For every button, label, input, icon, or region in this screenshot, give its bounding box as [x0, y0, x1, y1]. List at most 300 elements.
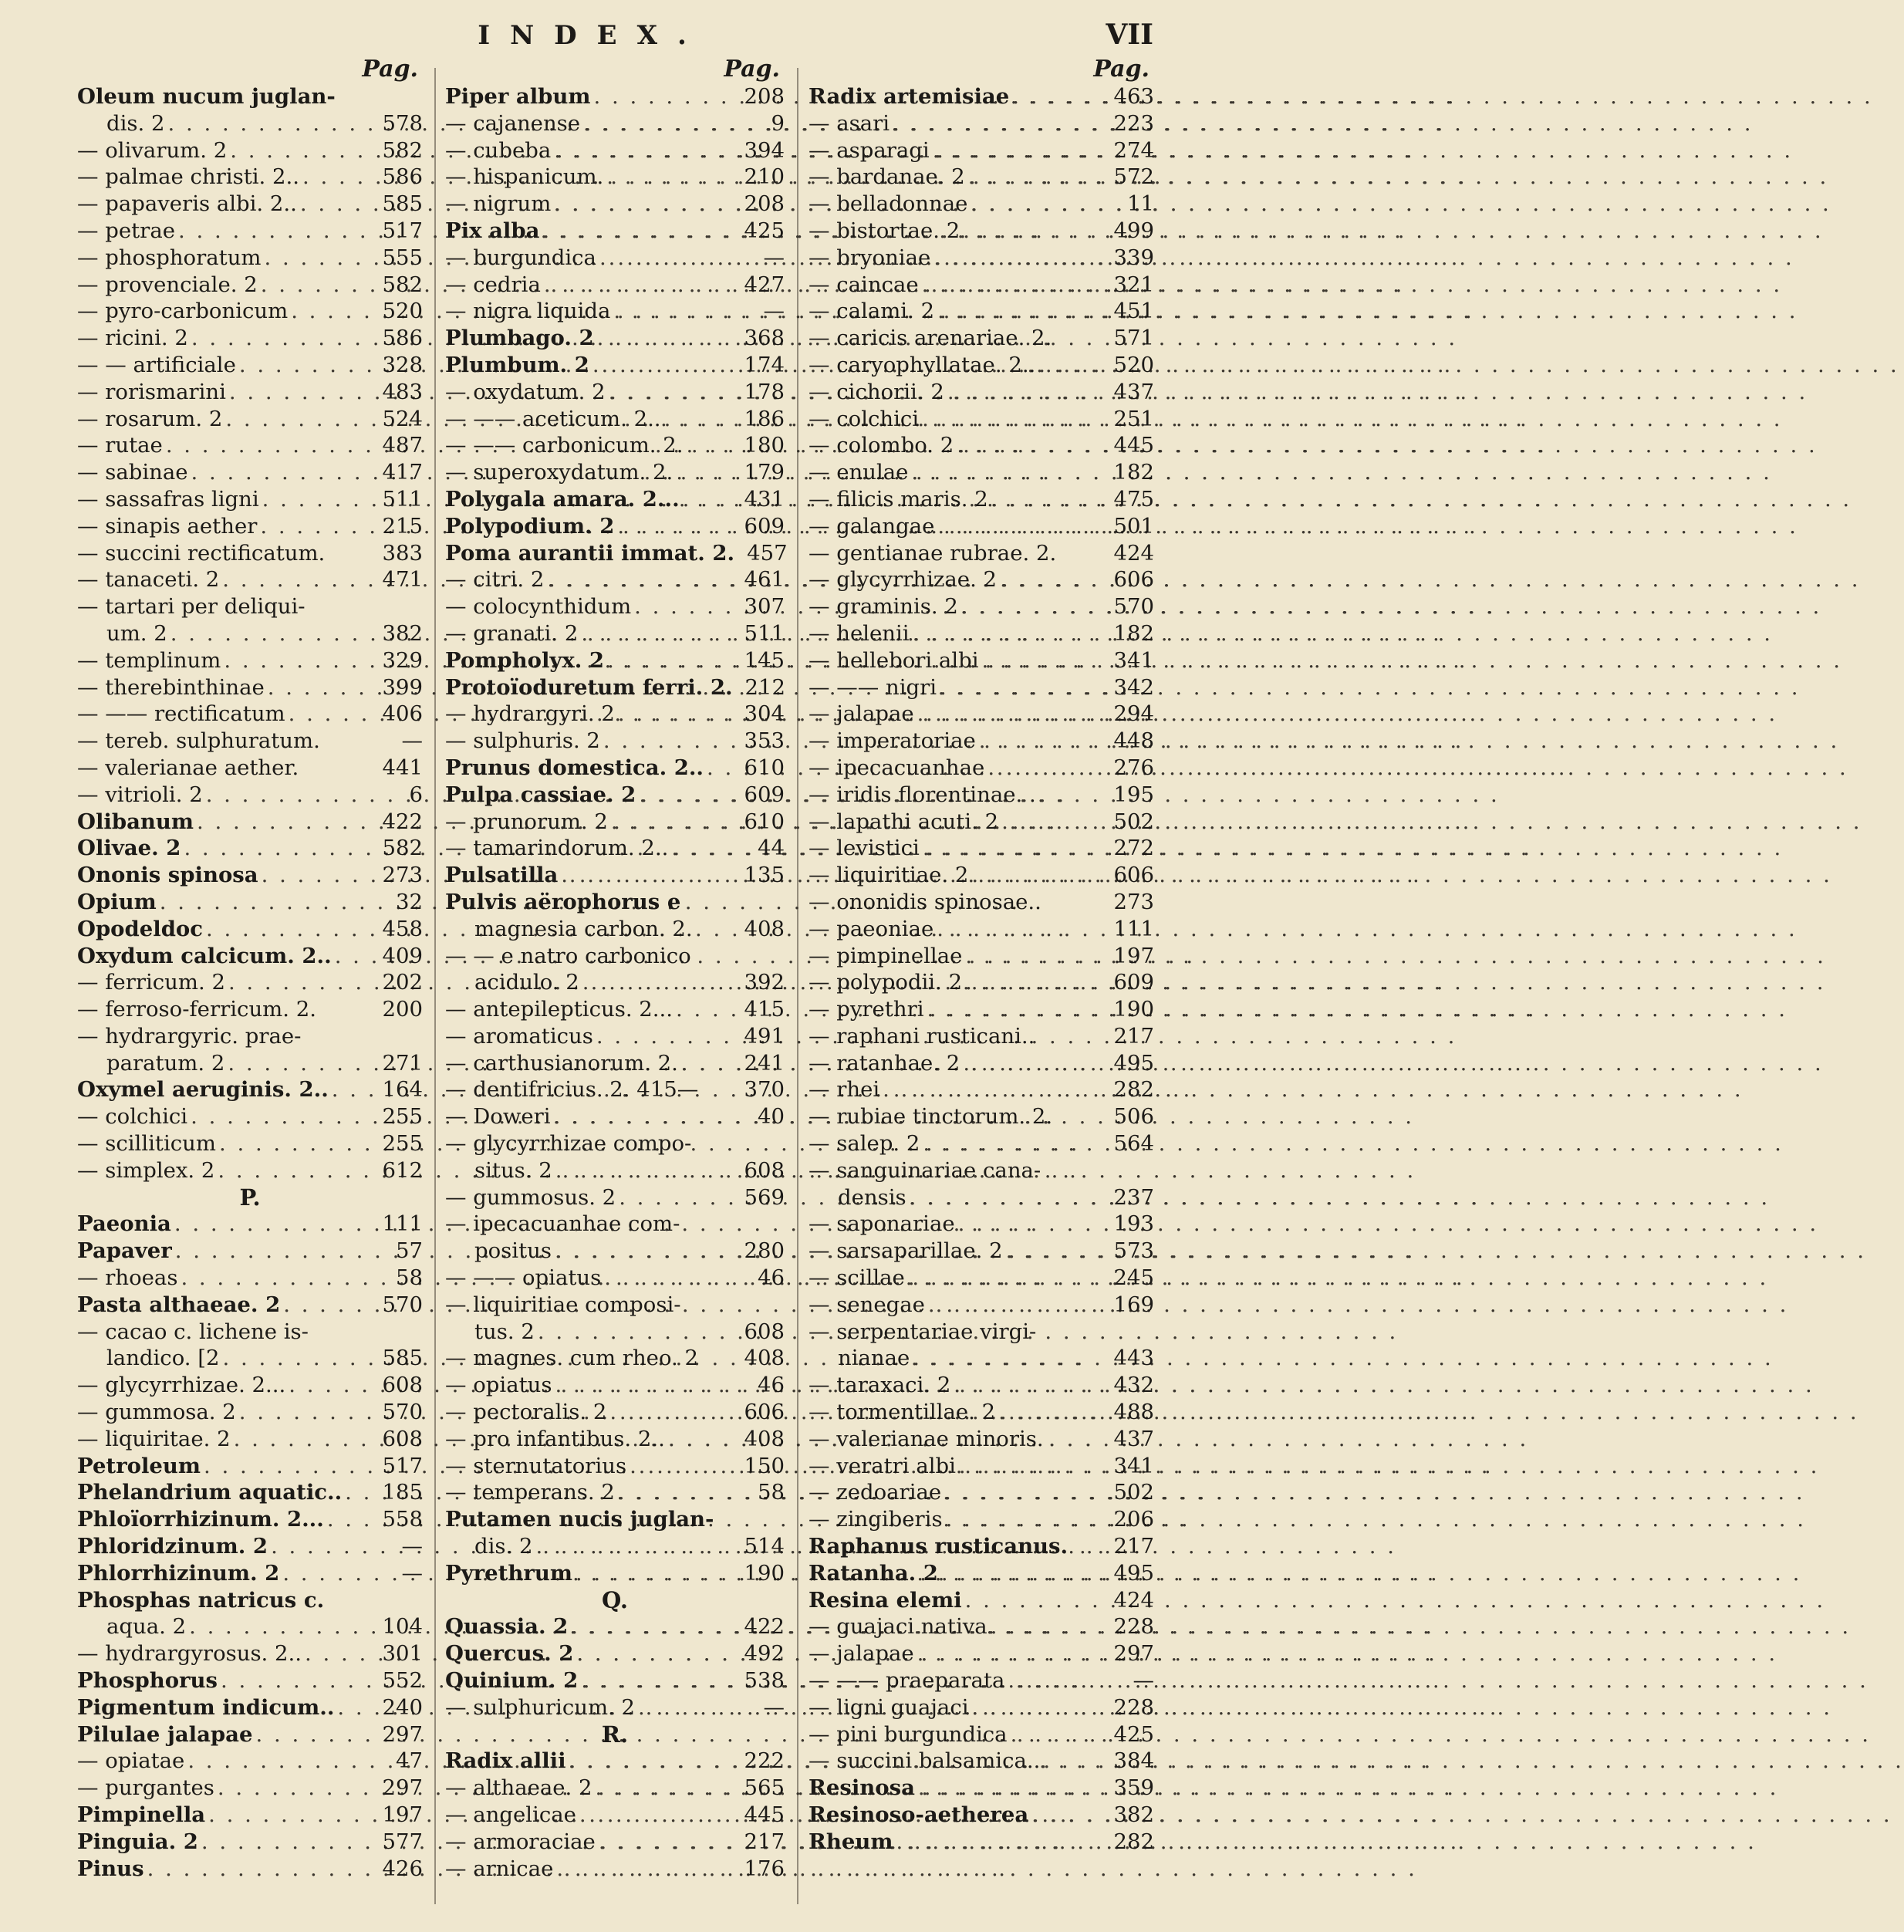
entry-page: 582	[382, 137, 423, 163]
entry-term: — bardanae. 2	[809, 164, 965, 190]
index-entry	[445, 272, 785, 299]
index-entry	[809, 1023, 1154, 1050]
entry-term: — caincae	[809, 272, 919, 297]
dot-leader	[300, 191, 380, 218]
dot-leader	[1001, 809, 1110, 836]
dot-leader	[576, 1560, 741, 1587]
entry-term: Plumbum. 2	[445, 352, 589, 377]
entry-page: 517	[382, 1453, 423, 1478]
index-entry	[77, 272, 423, 299]
index-entry	[445, 809, 785, 836]
entry-page: 282	[1113, 1829, 1154, 1854]
dot-leader	[671, 835, 752, 862]
index-entry	[809, 620, 1154, 647]
dot-leader	[965, 1587, 1111, 1614]
entry-page: 514	[744, 1534, 785, 1559]
dot-leader	[917, 1640, 1111, 1667]
entry-page: 217	[744, 1829, 785, 1854]
entry-term: — tanaceti. 2	[77, 567, 220, 593]
entry-term: dis. 2	[474, 1534, 533, 1559]
entry-term: Olivae. 2	[77, 836, 181, 861]
dot-leader	[922, 272, 1111, 299]
entry-term: — ligni guajaci	[809, 1694, 969, 1720]
entry-term: Pulvis aërophorus e	[445, 889, 681, 914]
entry-page: 495	[1113, 1560, 1154, 1586]
dot-leader	[264, 245, 379, 272]
entry-term: — ferricum. 2	[77, 970, 225, 995]
index-entry	[809, 513, 1154, 540]
entry-term: acidulo. 2	[474, 970, 579, 995]
index-entry	[445, 245, 785, 272]
entry-term: — rosarum. 2	[77, 406, 223, 431]
index-entry	[445, 566, 785, 593]
entry-page: 392	[744, 970, 785, 995]
index-entry	[77, 916, 423, 943]
entry-page: —	[763, 245, 785, 270]
entry-page: 297	[382, 1775, 423, 1801]
entry-page: 415	[744, 997, 785, 1022]
index-entry	[445, 1157, 785, 1184]
index-entry	[809, 110, 1154, 137]
entry-page: 307	[744, 594, 785, 620]
entry-page: 228	[1113, 1694, 1154, 1720]
index-entry	[77, 1587, 423, 1614]
entry-page: 492	[744, 1641, 785, 1667]
entry-page: 609	[744, 513, 785, 539]
index-entry	[445, 1506, 785, 1533]
entry-page: 609	[1113, 970, 1154, 995]
entry-term: — galangae	[809, 513, 935, 539]
entry-page: 217	[1113, 1023, 1154, 1049]
entry-term: Olibanum	[77, 809, 194, 834]
entry-term: — veratri albi	[809, 1453, 956, 1478]
index-entry	[445, 110, 785, 137]
entry-page: 606	[744, 1400, 785, 1425]
index-entry	[809, 83, 1154, 110]
index-entry	[445, 782, 785, 809]
entry-term: — hydrargyrosus. 2..	[77, 1641, 302, 1667]
entry-page: 237	[1113, 1184, 1154, 1210]
dot-leader	[958, 1211, 1111, 1238]
entry-term: — ricini. 2	[77, 326, 188, 351]
dot-leader	[987, 755, 1110, 782]
index-entry	[445, 755, 785, 782]
index-entry	[77, 1453, 423, 1480]
dot-leader	[335, 943, 380, 970]
dot-leader	[913, 1345, 1110, 1372]
dot-leader	[555, 1372, 752, 1399]
entry-page: 608	[382, 1373, 423, 1398]
index-entry	[77, 593, 423, 620]
dot-leader	[991, 486, 1111, 513]
index-entry	[445, 996, 785, 1023]
entry-page: 585	[382, 191, 423, 217]
entry-term: Paeonia	[77, 1211, 171, 1237]
entry-page: 586	[382, 164, 423, 190]
entry-term: dis. 2	[106, 110, 165, 136]
index-entry	[445, 1319, 785, 1346]
entry-page: 425	[744, 218, 785, 243]
dot-leader	[555, 1157, 741, 1184]
dot-leader	[619, 1184, 741, 1211]
dot-leader	[908, 1265, 1111, 1292]
entry-page: 463	[1113, 84, 1154, 109]
index-entry	[809, 432, 1154, 459]
entry-term: — caricis arenariae. 2.	[809, 326, 1052, 351]
entry-page: 301	[382, 1641, 423, 1667]
dot-leader	[922, 406, 1110, 433]
dot-leader	[181, 1265, 390, 1292]
entry-page: 408	[744, 916, 785, 941]
entry-term: — Doweri	[445, 1104, 551, 1130]
dot-leader	[972, 1694, 1111, 1721]
index-entry	[77, 1345, 423, 1372]
dot-leader	[332, 1076, 380, 1103]
pag-label: Pag.	[362, 56, 418, 83]
entry-term: — magnes. cum rheo. 2	[445, 1346, 699, 1371]
dot-leader	[170, 620, 380, 647]
entry-page: 585	[382, 1346, 423, 1371]
entry-page: 273	[1113, 889, 1154, 914]
dot-leader	[289, 701, 380, 728]
index-entry	[77, 1560, 423, 1587]
entry-page: 443	[1113, 1346, 1154, 1371]
dot-leader	[596, 1775, 741, 1802]
entry-page: 406	[382, 701, 423, 727]
dot-leader	[239, 1399, 380, 1426]
section-letter: R.	[601, 1721, 629, 1748]
entry-page: 570	[1113, 594, 1154, 620]
entry-term: — tormentillae. 2	[809, 1400, 996, 1425]
pag-label: Pag.	[1093, 56, 1149, 83]
dot-leader	[963, 1050, 1110, 1077]
entry-page: 501	[1113, 513, 1154, 539]
dot-leader	[555, 1238, 741, 1265]
index-entry	[77, 1479, 423, 1506]
dot-leader	[937, 916, 1110, 943]
entry-page: 150	[744, 1453, 785, 1478]
index-entry	[77, 352, 423, 379]
index-entry	[77, 1023, 423, 1050]
entry-term: Oleum nucum juglan-	[77, 84, 336, 109]
entry-page: 461	[744, 567, 785, 593]
index-entry	[445, 1694, 785, 1721]
dot-leader	[262, 486, 380, 513]
entry-term: — sabinae	[77, 460, 188, 485]
dot-leader	[1031, 1802, 1110, 1829]
index-entry	[445, 379, 785, 406]
entry-term: Phloridzinum. 2	[77, 1534, 268, 1559]
entry-page: 321	[1113, 272, 1154, 297]
entry-page: 342	[1113, 674, 1154, 700]
entry-page: 304	[744, 701, 785, 727]
entry-page: 555	[382, 245, 423, 270]
entry-page: 185	[382, 1480, 423, 1505]
index-entry	[809, 943, 1154, 970]
dot-leader	[219, 1130, 380, 1157]
entry-page: 169	[1113, 1292, 1154, 1317]
index-entry	[809, 1453, 1154, 1480]
entry-term: — prunorum. 2	[445, 809, 608, 834]
entry-page: 437	[1113, 1426, 1154, 1451]
entry-page: 200	[382, 997, 423, 1022]
dot-leader	[959, 1453, 1111, 1480]
index-entry	[809, 701, 1154, 728]
entry-term: Resina elemi	[809, 1587, 962, 1613]
entry-term: Pompholyx. 2	[445, 647, 605, 673]
entry-page: 606	[1113, 567, 1154, 593]
index-entry	[445, 620, 785, 647]
entry-term: — ononidis spinosae..	[809, 889, 1041, 914]
dot-leader	[639, 782, 741, 809]
entry-term: — opiatus	[445, 1373, 552, 1398]
entry-page: 573	[1113, 1238, 1154, 1264]
entry-page: 538	[744, 1668, 785, 1694]
entry-page: 422	[382, 809, 423, 834]
entry-page: 488	[1113, 1400, 1154, 1425]
index-entry	[809, 1426, 1154, 1453]
entry-term: — succini balsamica..	[809, 1748, 1041, 1774]
index-entry	[809, 540, 1154, 567]
entry-page: 577	[382, 1829, 423, 1854]
entry-page: 582	[382, 836, 423, 861]
dot-leader	[569, 1748, 741, 1775]
dot-leader	[968, 164, 1111, 191]
dot-leader	[544, 272, 741, 299]
index-entry	[77, 1667, 423, 1694]
dot-leader	[255, 1721, 379, 1748]
entry-page: 174	[744, 352, 785, 377]
index-entry	[809, 674, 1154, 701]
entry-term: — vitrioli. 2	[77, 782, 203, 807]
entry-term: — imperatoriae	[809, 728, 976, 754]
index-entry	[445, 325, 785, 352]
index-entry	[445, 1829, 785, 1856]
index-entry	[77, 1856, 423, 1883]
entry-page: 610	[744, 809, 785, 834]
index-entry	[809, 916, 1154, 943]
entry-term: um. 2	[106, 620, 167, 646]
index-entry	[77, 1426, 423, 1453]
entry-page: 570	[382, 1292, 423, 1317]
entry-term: — superoxydatum. 2.	[445, 460, 673, 485]
entry-page: 606	[1113, 863, 1154, 888]
entry-term: — rubiae tinctorum. 2.	[809, 1104, 1053, 1130]
index-entry	[77, 943, 423, 970]
entry-term: — belladonnae	[809, 191, 968, 217]
entry-page: 46	[758, 1373, 785, 1398]
entry-term: — pini burgundica	[809, 1721, 1008, 1747]
entry-page: 608	[382, 1426, 423, 1451]
dot-leader	[225, 406, 379, 433]
index-entry	[445, 889, 785, 916]
index-entry	[445, 1130, 785, 1157]
entry-page: 245	[1113, 1265, 1154, 1291]
entry-page: —	[401, 728, 423, 754]
dot-leader	[581, 620, 741, 647]
entry-page: 558	[382, 1507, 423, 1532]
entry-term: — lapathi acuti. 2	[809, 809, 999, 834]
entry-page: 582	[382, 272, 423, 297]
entry-page: 297	[382, 1721, 423, 1747]
entry-term: Resinosa	[809, 1775, 915, 1801]
index-entry	[445, 137, 785, 164]
entry-term: — rutae	[77, 433, 163, 458]
entry-page: 612	[382, 1157, 423, 1183]
index-entry	[77, 1265, 423, 1292]
entry-page: 431	[744, 486, 785, 512]
dot-leader	[965, 943, 1110, 970]
dot-leader	[222, 1345, 379, 1372]
entry-page: 255	[382, 1104, 423, 1130]
entry-term: paratum. 2	[106, 1050, 225, 1076]
entry-page: —	[401, 1534, 423, 1559]
entry-page: 193	[1113, 1211, 1154, 1237]
entry-page: 408	[744, 1346, 785, 1371]
entry-term: densis	[838, 1184, 906, 1210]
entry-page: 427	[744, 272, 785, 297]
index-entry	[809, 1667, 1154, 1694]
index-entry	[809, 164, 1154, 191]
dot-leader	[1008, 1667, 1122, 1694]
entry-term: — calami. 2	[809, 299, 935, 324]
entry-page: 426	[382, 1856, 423, 1881]
dot-leader	[289, 1372, 379, 1399]
entry-term: — nigrum	[445, 191, 552, 217]
index-entry	[445, 1802, 785, 1829]
dot-leader	[707, 755, 741, 782]
index-entry	[445, 862, 785, 889]
entry-term: — senegae	[809, 1292, 925, 1317]
entry-page: 182	[1113, 460, 1154, 485]
dot-leader	[944, 1479, 1110, 1506]
entry-term: — pimpinellae	[809, 943, 963, 968]
entry-term: — pyro-carbonicum	[77, 299, 289, 324]
entry-term: — althaeae. 2	[445, 1775, 592, 1801]
index-entry	[809, 1533, 1154, 1560]
entry-page: 417	[382, 460, 423, 485]
index-entry	[77, 1319, 423, 1346]
entry-page: 328	[382, 352, 423, 377]
dot-leader	[327, 1506, 380, 1533]
index-entry	[77, 969, 423, 996]
entry-term: positus	[474, 1238, 552, 1264]
entry-page: 190	[1113, 997, 1154, 1022]
entry-page: 475	[1113, 486, 1154, 512]
entry-term: Quassia. 2	[445, 1614, 569, 1640]
index-entry	[809, 1050, 1154, 1077]
dot-leader	[638, 1694, 752, 1721]
index-entry	[445, 1667, 785, 1694]
entry-term: — pro infantibus. 2..	[445, 1426, 665, 1451]
entry-term: — cichorii. 2	[809, 379, 944, 404]
index-entry	[445, 1426, 785, 1453]
entry-term: — caryophyllatae. 2..	[809, 352, 1036, 377]
entry-term: — valerianae aether.	[77, 755, 299, 780]
dot-leader	[191, 1103, 379, 1130]
entry-page: 179	[744, 460, 785, 485]
entry-term: — antepilepticus. 2...	[445, 997, 673, 1022]
entry-term: Pulpa cassiae. 2	[445, 782, 636, 807]
dot-leader	[579, 1802, 741, 1829]
dot-leader	[260, 513, 379, 540]
index-entry	[445, 164, 785, 191]
entry-page: —	[763, 1694, 785, 1720]
entry-page: 495	[1113, 1050, 1154, 1076]
index-entry	[77, 1748, 423, 1775]
index-entry	[445, 1560, 785, 1587]
dot-leader	[918, 1775, 1111, 1802]
dot-leader	[1043, 1748, 1110, 1775]
dot-leader	[933, 137, 1111, 164]
entry-term: — rhei	[809, 1077, 880, 1103]
entry-term: — cajanense	[445, 110, 581, 136]
entry-term: Petroleum	[77, 1453, 201, 1478]
entry-term: — sulphuris. 2	[445, 728, 600, 754]
dot-leader	[1011, 1721, 1111, 1748]
entry-page: 297	[1113, 1641, 1154, 1667]
index-entry	[809, 809, 1154, 836]
index-entry	[809, 325, 1154, 352]
index-entry	[77, 1130, 423, 1157]
index-entry	[77, 701, 423, 728]
entry-page: 272	[1113, 836, 1154, 861]
index-entry	[445, 1856, 785, 1883]
index-entry	[445, 1292, 785, 1319]
dot-leader	[611, 809, 741, 836]
entry-page: 197	[1113, 943, 1154, 968]
index-entry	[809, 1372, 1154, 1399]
index-entry	[77, 513, 423, 540]
entry-term: Phloïorrhizinum. 2...	[77, 1507, 324, 1532]
entry-term: — hydrargyri. 2	[445, 701, 615, 727]
entry-page: 202	[382, 970, 423, 995]
index-entry	[445, 1775, 785, 1802]
index-column-2	[445, 56, 788, 1907]
dot-leader	[963, 218, 1110, 245]
entry-term: — bistortae. 2	[809, 218, 960, 243]
index-entry	[809, 1103, 1154, 1130]
entry-term: Piper album	[445, 84, 591, 109]
dot-leader	[998, 1399, 1110, 1426]
entry-page: 511	[744, 620, 785, 646]
index-entry	[77, 218, 423, 245]
index-entry	[77, 459, 423, 486]
entry-term: — templinum	[77, 647, 221, 673]
entry-term: — scillae	[809, 1265, 905, 1291]
index-entry	[809, 1479, 1154, 1506]
index-entry	[77, 83, 423, 110]
index-entry	[445, 916, 785, 943]
entry-term: — citri. 2	[445, 567, 545, 593]
dot-leader	[896, 1829, 1110, 1856]
index-entry	[809, 1802, 1154, 1829]
entry-page: 353	[744, 728, 785, 754]
entry-term: — glycyrrhizae compo-	[445, 1131, 692, 1157]
entry-term: Pilulae jalapae	[77, 1721, 253, 1747]
entry-page: 58	[758, 1480, 785, 1505]
index-entry	[445, 298, 785, 325]
entry-term: — granati. 2	[445, 620, 579, 646]
index-entry	[77, 486, 423, 513]
entry-page: 44	[758, 836, 785, 861]
index-entry	[77, 325, 423, 352]
entry-term: — sulphuricum. 2	[445, 1694, 635, 1720]
entry-term: Radix allii	[445, 1748, 566, 1774]
dot-leader	[1006, 1238, 1111, 1265]
entry-page: 294	[1113, 701, 1154, 727]
dot-leader	[1000, 566, 1110, 593]
